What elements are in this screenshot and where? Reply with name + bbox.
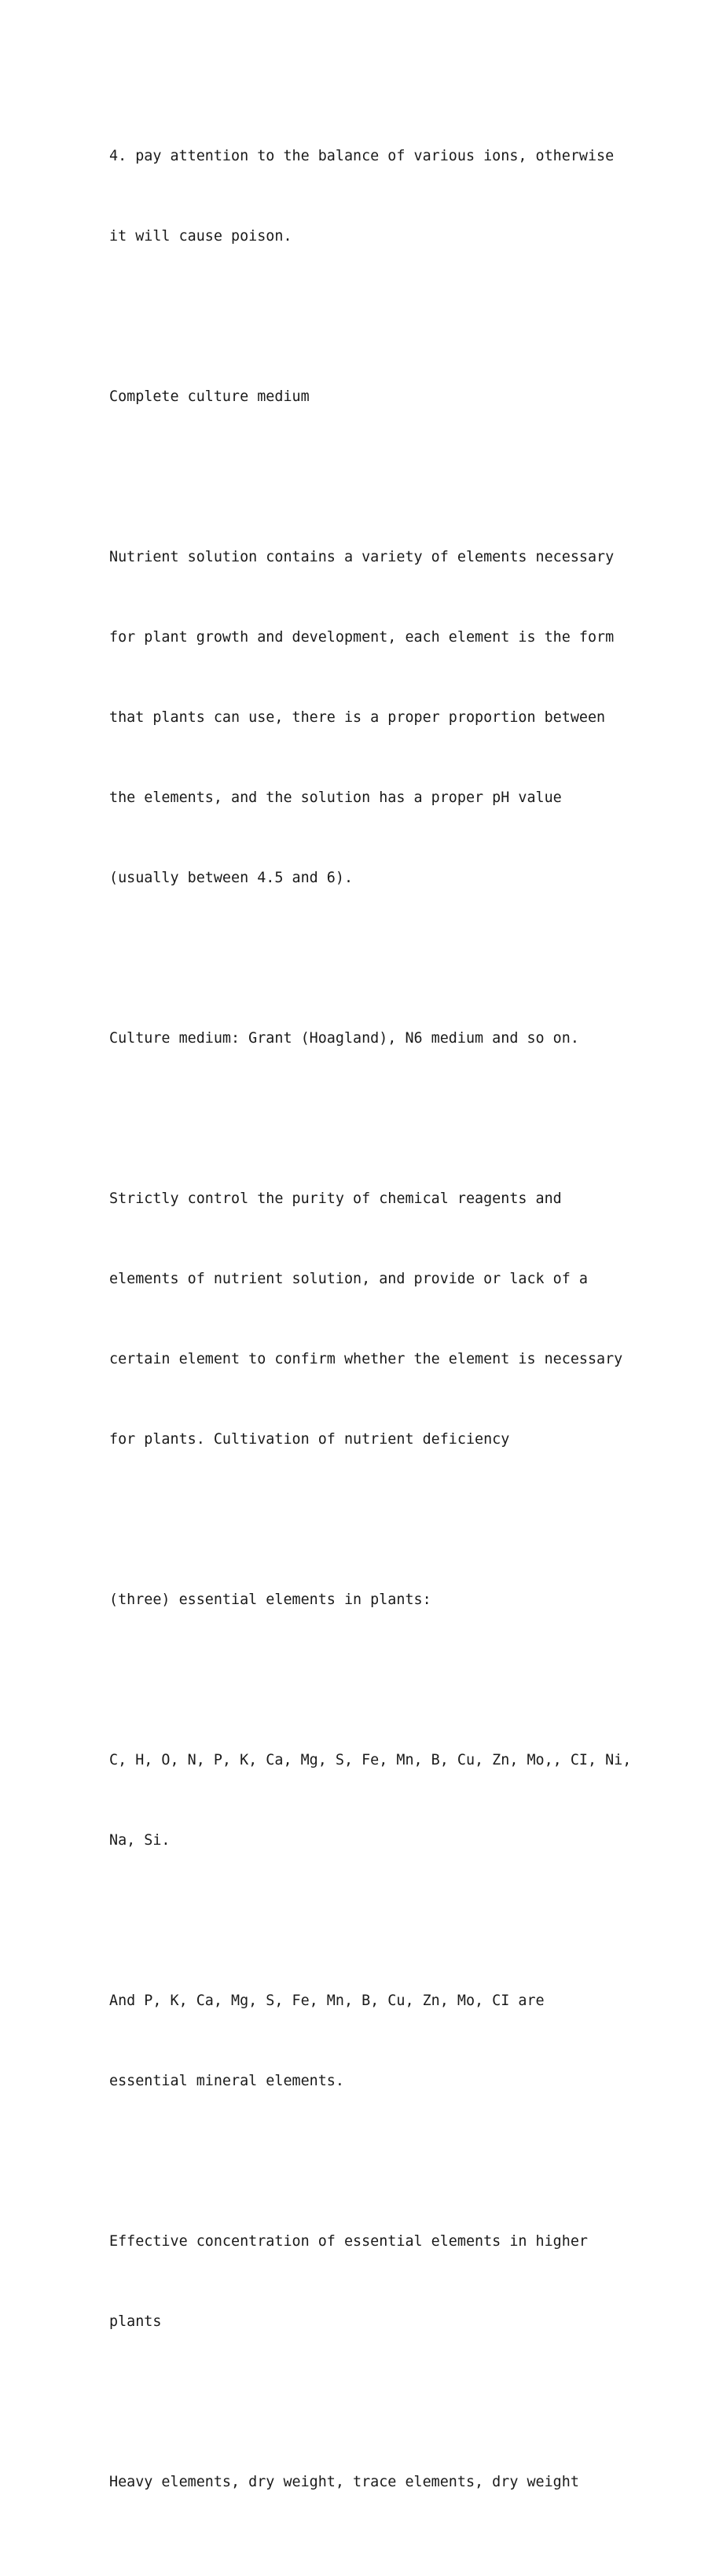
text-line: certain element to confirm whether the element is necessary <box>109 1351 623 1367</box>
paragraph-purity-control <box>109 1132 628 1507</box>
text-line: that plants can use, there is a proper proportion between <box>109 709 606 726</box>
text-line: Heavy elements, dry weight, trace elements, dry weight <box>109 2474 579 2490</box>
paragraph-heading-complete-medium <box>109 330 628 464</box>
paragraph-effective-concentration <box>109 2175 628 2389</box>
paragraph-heavy-trace-elements <box>109 2416 628 2549</box>
text-line: elements of nutrient solution, and provide or lack of a <box>109 1271 588 1287</box>
text-line: for plant growth and development, each element is the form <box>109 629 615 646</box>
text-line: 4. pay attention to the balance of various ions, otherwise <box>109 148 615 164</box>
text-line: plants <box>109 2313 162 2330</box>
paragraph-element-list <box>109 1694 632 1908</box>
text-line: for plants. Cultivation of nutrient deficiency <box>109 1431 510 1448</box>
text-line: And P, K, Ca, Mg, S, Fe, Mn, B, Cu, Zn, Mo, CI are <box>109 1993 545 2009</box>
paragraph-culture-medium <box>109 972 628 1106</box>
text-line: Strictly control the purity of chemical reagents and <box>109 1190 562 1207</box>
text-line: Complete culture medium <box>109 388 310 405</box>
text-line: Na, Si. <box>109 1832 171 1849</box>
text-line: the elements, and the solution has a proper pH value <box>109 789 562 806</box>
document-body <box>109 90 632 2576</box>
paragraph-heading-essential-elements <box>109 1533 628 1667</box>
paragraph-mineral-elements <box>109 1934 628 2148</box>
text-line: Culture medium: Grant (Hoagland), N6 medium and so on. <box>109 1030 579 1047</box>
text-line: (three) essential elements in plants: <box>109 1592 431 1608</box>
text-line: C, H, O, N, P, K, Ca, Mg, S, Fe, Mn, B, Cu, Zn, Mo,, CI, Ni, <box>109 1752 632 1768</box>
text-line: it will cause poison. <box>109 228 292 245</box>
text-line: essential mineral elements. <box>109 2073 344 2089</box>
text-line: Nutrient solution contains a variety of elements necessary <box>109 549 615 565</box>
text-line: Effective concentration of essential elements in higher <box>109 2233 588 2250</box>
paragraph-ion-balance <box>109 90 628 304</box>
text-line: (usually between 4.5 and 6). <box>109 870 354 886</box>
paragraph-nutrient-solution <box>109 491 628 945</box>
